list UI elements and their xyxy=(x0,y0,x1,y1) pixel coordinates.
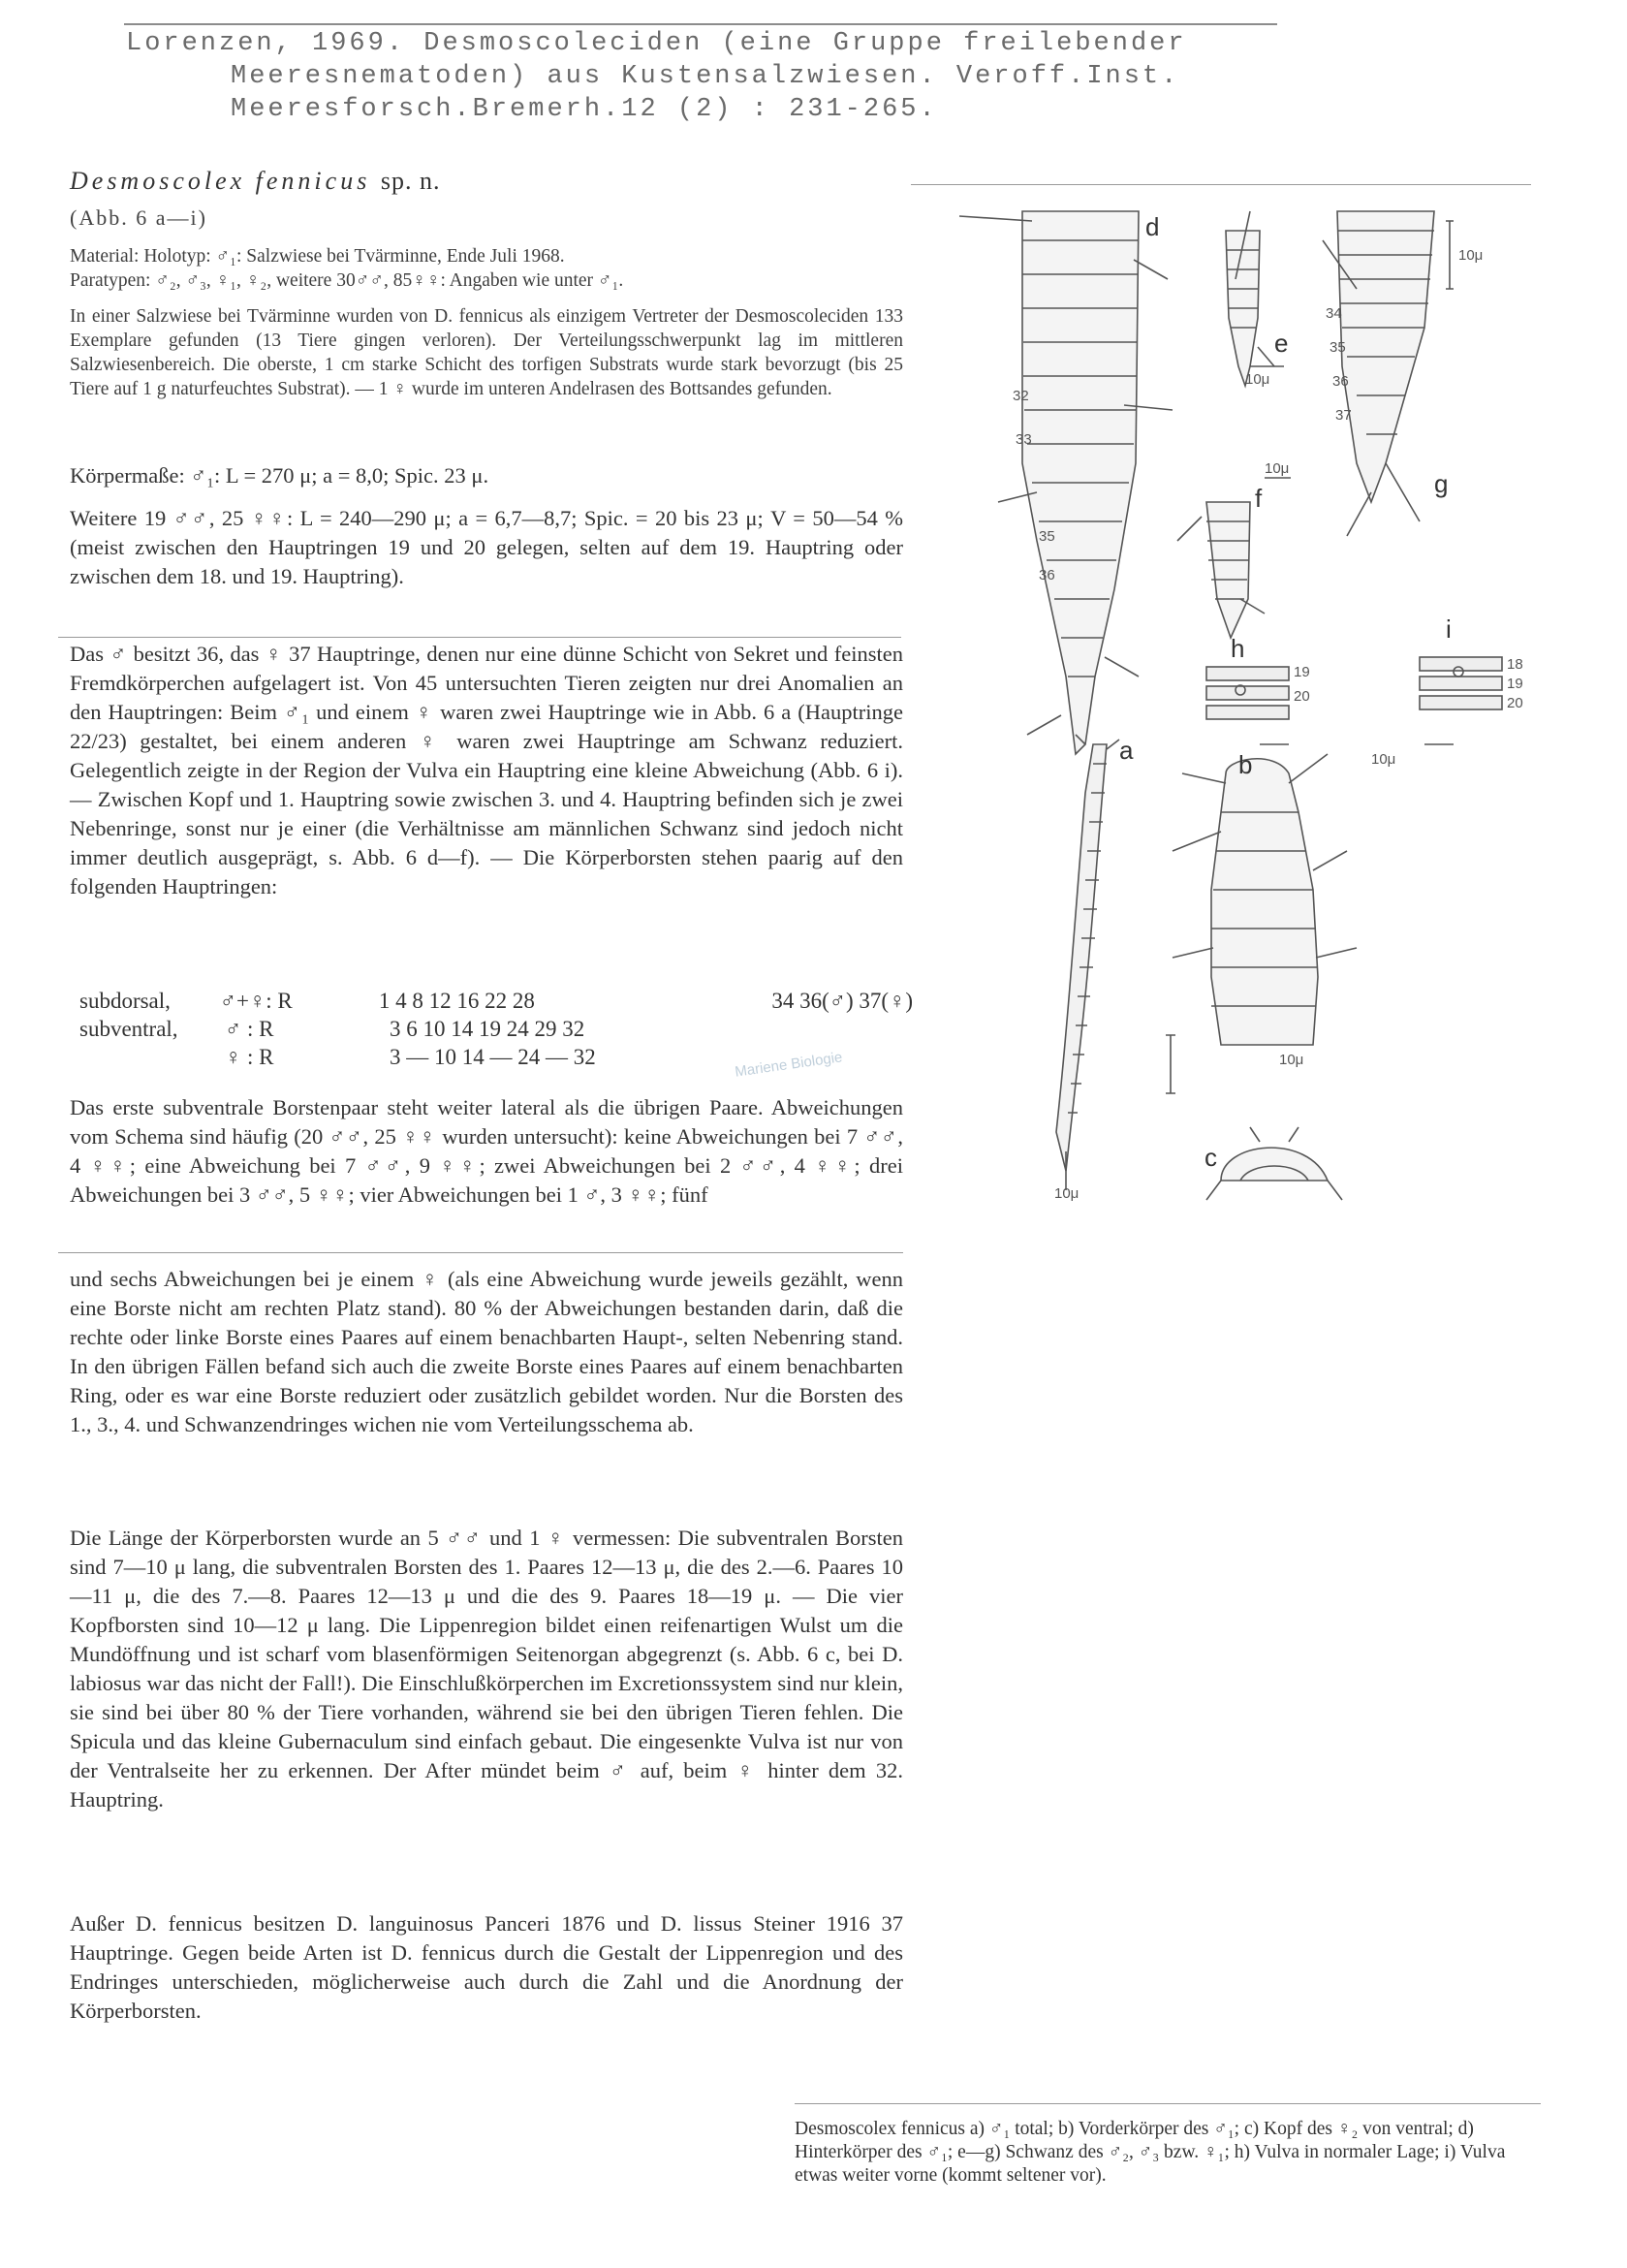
label-c: c xyxy=(1205,1143,1217,1172)
label-a: a xyxy=(1119,736,1134,765)
row-label: subdorsal, xyxy=(79,989,171,1013)
ring-20i: 20 xyxy=(1507,695,1523,711)
figure-plate xyxy=(930,173,1570,1248)
figure-caption: Desmoscolex fennicus a) ♂₁ total; b) Vorderkörper des ♂₁; c) Kopf des ♀₂ von ventral; d) Hinterkörper des ♂₁; e—g) Schwanz des ♂₂, ♂₃ bzw. ♀₁; h) Vulva in normaler Lage; i) Vulva etwas weiter vorne (kommt seltener vor). xyxy=(795,2119,1506,2186)
ring-36b: 36 xyxy=(1039,567,1055,583)
scale-g: 10μ xyxy=(1458,247,1484,264)
label-e: e xyxy=(1274,329,1289,358)
figure-f-tail xyxy=(1177,502,1265,638)
body-paragraph-4 xyxy=(70,1524,903,1828)
row-values: 3 — 10 14 — 24 — 32 xyxy=(390,1045,596,1069)
citation-line-1: Lorenzen, 1969. Desmoscoleciden (eine Gruppe freilebender xyxy=(126,29,1187,58)
label-h: h xyxy=(1231,634,1245,663)
section-rule-2 xyxy=(58,1252,903,1253)
header-rule xyxy=(124,23,1277,25)
body-paragraph-5 xyxy=(70,1909,903,2039)
caption-rule xyxy=(795,2103,1541,2104)
row-sex: ♂+♀: R xyxy=(219,989,293,1013)
watermark: Mariene Biologie xyxy=(734,1049,844,1081)
citation-header xyxy=(126,27,1308,126)
figure-a-total xyxy=(1056,735,1119,1171)
row-values: 3 6 10 14 19 24 29 32 xyxy=(390,1017,585,1041)
species-title xyxy=(70,167,440,196)
paragraph-comparison: Außer D. fennicus besitzen D. languinosus Panceri 1876 und D. lissus Steiner 1916 37 Hauptringe. Gegen beide Arten ist D. fennicus durch die Gestalt der Lippenregion und des Endringes unterschieden, möglicherweise auch durch die Zahl und die Anordnung der Körperborsten. xyxy=(70,1911,903,2023)
ring-19i: 19 xyxy=(1507,676,1523,692)
figure-b-fore-body xyxy=(1173,754,1357,1045)
ring-19h: 19 xyxy=(1294,664,1310,680)
paragraph-rings: Das ♂ besitzt 36, das ♀ 37 Hauptringe, denen nur eine dünne Schicht von Sekret und feinsten Fremdkörperchen aufgelagert ist. Von 45 untersuchten Tieren zeigten nur drei Anomalien an den Hauptringen: Beim ♂₁ und einem ♀ waren zwei Hauptringe wie in Abb. 6 a (Hauptringe 22/23) gestaltet, bei einem anderen ♀ waren zwei Hauptringe am Schwanz reduziert. Gelegentlich zeigte in der Region der Vulva ein Hauptring eine kleine Abweichung (Abb. 6 i). — Zwischen Kopf und 1. Hauptring sowie zwischen 3. und 4. Hauptring befinden sich je zwei Nebenringe, sonst nur je einer (die Verhältnisse am männlichen Schwanz sind jedoch nicht immer deutlich ausgeprägt, s. Abb. 6 d—f). — Die Körperborsten stehen paarig auf den folgenden Hauptringen: xyxy=(70,642,903,898)
measures-section xyxy=(70,461,903,605)
citation-line-2: Meeresnematoden) aus Kustensalzwiesen. Veroff.Inst. xyxy=(231,62,1180,91)
row-tail: 34 36(♂) 37(♀) xyxy=(771,989,913,1013)
figure-svg xyxy=(930,173,1570,1248)
row-label: subventral, xyxy=(79,1017,178,1041)
row-sex: ♀ : R xyxy=(225,1045,274,1069)
scale-a: 10μ xyxy=(1054,1185,1079,1202)
figure-d-hind-body xyxy=(959,211,1173,754)
row-label xyxy=(79,1043,225,1071)
ring-35: 35 xyxy=(1330,339,1346,356)
scale-b: 10μ xyxy=(1279,1052,1304,1068)
ring-35b: 35 xyxy=(1039,528,1055,545)
figure-h-vulva xyxy=(1206,667,1289,719)
ring-20h: 20 xyxy=(1294,688,1310,705)
figure-e-tail xyxy=(1226,211,1274,386)
scale-hi: 10μ xyxy=(1371,751,1396,768)
label-i: i xyxy=(1446,614,1452,644)
table-row xyxy=(79,1015,913,1043)
paragraph-bristle-length: Die Länge der Körperborsten wurde an 5 ♂♂ und 1 ♀ vermessen: Die subventralen Borsten sind 7—10 μ lang, die subventralen Borsten des 1. Paares 12—13 μ, die des 2.—6. Paares 10—11 μ, die des 7.—8. Paares 12—13 μ und die des 9. Paares 18—19 μ. — Die vier Kopfborsten sind 10—12 μ lang. Die Lippenregion bildet einen reifenartigen Wulst um die Mundöffnung und ist scharf vom blasenförmigen Seitenorgan abgegrenzt (s. Abb. 6 c, bei D. labiosus war das nicht der Fall!). Die Einschlußkörperchen im Excretionssystem sind nur klein, sie sind bei über 80 % der Tiere vorhanden, während sie bei den übrigen Tieren fehlen. Die Spicula und das kleine Gubernaculum sind einfach gebaut. Die eingesenkte Vulva ist nur von der Ventralseite her zu erkennen. Der After mündet beim ♂ auf, beim ♀ hinter dem 32. Hauptring. xyxy=(70,1526,903,1811)
material-holotype: Material: Holotyp: ♂₁: Salzwiese bei Tvärminne, Ende Juli 1968. xyxy=(70,246,565,267)
figure-c-head xyxy=(1206,1127,1342,1200)
material-section xyxy=(70,244,903,415)
label-b: b xyxy=(1238,750,1253,779)
body-paragraph-2 xyxy=(70,1093,903,1223)
section-rule xyxy=(58,637,901,638)
label-f: f xyxy=(1255,484,1263,513)
body-paragraph-1 xyxy=(70,640,903,915)
material-paragraph: In einer Salzwiese bei Tvärminne wurden von D. fennicus als einzigem Vertreter der Desmoscoleciden 133 Exemplare gefunden (13 Tiere gingen verloren). Der Verteilungsschwerpunkt lag im mittleren Salzwiesenbereich. Die oberste, 1 cm starke Schicht des torfigen Substrats wurde stark bevorzugt (bis 25 Tiere auf 1 g naturfeuchtes Substrat). — 1 ♀ wurde im unteren Andelrasen des Bottsandes gefunden. xyxy=(70,306,903,399)
scale-f: 10μ xyxy=(1265,460,1290,477)
ring-32: 32 xyxy=(1013,388,1029,404)
measures-holotype: Körpermaße: ♂₁: L = 270 μ; a = 8,0; Spic. 23 μ. xyxy=(70,463,489,488)
label-d: d xyxy=(1145,212,1160,241)
ring-36: 36 xyxy=(1332,373,1349,390)
label-g: g xyxy=(1434,469,1449,498)
scale-e: 10μ xyxy=(1245,371,1270,388)
species-name: Desmoscolex fennicus xyxy=(70,167,371,195)
ring-34: 34 xyxy=(1326,305,1342,322)
ring-37: 37 xyxy=(1335,407,1352,424)
table-row xyxy=(79,987,913,1015)
species-suffix: sp. n. xyxy=(380,167,441,195)
figure-reference: (Abb. 6 a—i) xyxy=(70,205,207,230)
figure-i-vulva xyxy=(1420,657,1502,709)
citation-line-3: Meeresforsch.Bremerh.12 (2) : 231-265. xyxy=(231,95,938,124)
paragraph-deviations-cont: und sechs Abweichungen bei je einem ♀ (als eine Abweichung wurde jeweils gezählt, wenn eine Borste nicht am rechten Platz stand). 80 % der Abweichungen bestanden darin, daß die rechte oder linke Borste eines Paares auf einem benachbarten Haupt-, selten Nebenring stand. In den übrigen Fällen befand sich auch die zweite Borste eines Paares auf einem benachbarten Ring, oder es war eine Borste reduziert oder zusätzlich gebildet worden. Nur die Borsten des 1., 3., 4. und Schwanzendringes wichen nie vom Verteilungsschema ab. xyxy=(70,1267,903,1436)
material-paratypes: Paratypen: ♂₂, ♂₃, ♀₁, ♀₂, weitere 30♂♂, 85♀♀: Angaben wie unter ♂₁. xyxy=(70,270,624,291)
row-values: 1 4 8 12 16 22 28 xyxy=(378,989,535,1013)
ring-33: 33 xyxy=(1016,431,1032,448)
paragraph-deviations: Das erste subventrale Borstenpaar steht weiter lateral als die übrigen Paare. Abweichungen vom Schema sind häufig (20 ♂♂, 25 ♀♀ wurden untersucht): keine Abweichungen bei 7 ♂♂, 4 ♀♀; eine Abweichung bei 7 ♂♂, 9 ♀♀; zwei Abweichungen bei 2 ♂♂, 4 ♀♀; drei Abweichungen bei 3 ♂♂, 5 ♀♀; vier Abweichungen bei 1 ♂, 3 ♀♀; fünf xyxy=(70,1095,903,1207)
row-sex: ♂ : R xyxy=(225,1017,274,1041)
ring-18i: 18 xyxy=(1507,656,1523,673)
measures-others: Weitere 19 ♂♂, 25 ♀♀: L = 240—290 μ; a = 6,7—8,7; Spic. = 20 bis 23 μ; V = 50—54 % (meist zwischen den Hauptringen 19 und 20 gelegen, selten auf dem 19. Hauptring oder zwischen dem 18. und 19. Hauptring). xyxy=(70,506,903,588)
body-paragraph-3 xyxy=(70,1265,903,1453)
